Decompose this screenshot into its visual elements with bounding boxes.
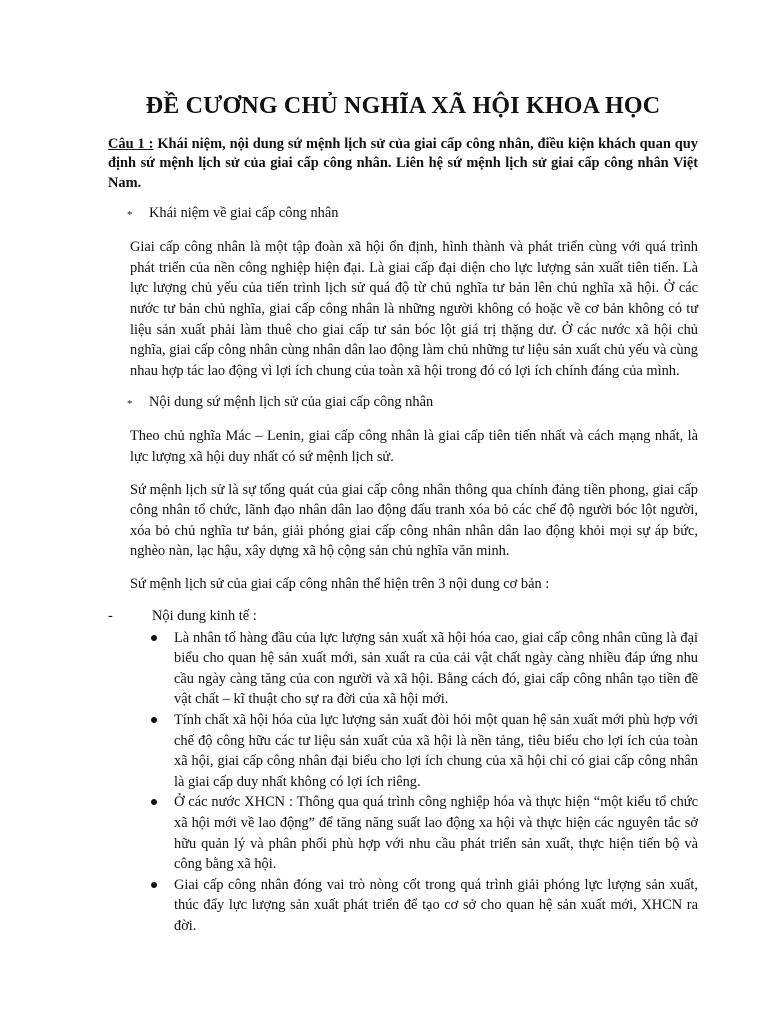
section-heading-text: Nội dung sứ mệnh lịch sử của giai cấp công nhân (149, 394, 434, 411)
paragraph-mission-1: Theo chủ nghĩa Mác – Lenin, giai cấp công nhân là giai cấp tiên tiến nhất và cách mạng nhất, là lực lượng xã hội duy nhất có sứ mệnh lịch sử. (130, 428, 698, 466)
list-item-text: Giai cấp công nhân đóng vai trò nòng cốt trong quá trình giải phóng lực lượng sản xuất, thúc đẩy lực lượng sản xuất phát triển để tạo cơ sở cho quan hệ sản xuất mới, XHCN ra đời. (174, 876, 698, 934)
section-heading-text: Khái niệm về giai cấp công nhân (149, 205, 339, 222)
bullet-dot-icon (151, 882, 157, 888)
question-1 (108, 135, 698, 194)
question-label: Câu 1 : (108, 135, 154, 152)
bullet-dot-icon (151, 799, 157, 805)
subsection-heading-text: Nội dung kinh tế : (152, 607, 257, 624)
list-item-text: Tính chất xã hội hóa của lực lượng sản xuất đòi hỏi một quan hệ sản xuất mới phù hợp với chế độ công hữu các tư liệu sản xuất của xã hội là nền tảng, tiêu biểu cho lợi ích của toàn xã hội, giai cấp công nhân đại biểu cho lợi ích chung của xã hội chỉ có giai cấp công nhân là giai cấp duy nhất không có lợi ích riêng. (174, 711, 698, 790)
section-heading-mission (127, 393, 698, 414)
subsection-heading-economic (108, 607, 698, 626)
asterisk-marker: * (127, 398, 133, 411)
paragraph-mission-3: Sứ mệnh lịch sử của giai cấp công nhân thể hiện trên 3 nội dung cơ bản : (130, 576, 550, 593)
section-heading-concept (127, 204, 698, 225)
list-item (174, 710, 698, 792)
page-title: ĐỀ CƯƠNG CHỦ NGHĨA XÃ HỘI KHOA HỌC (145, 93, 661, 119)
list-item (174, 792, 698, 874)
list-item-text: Ở các nước XHCN : Thông qua quá trình công nghiệp hóa và thực hiện “một kiểu tổ chức xã hội mới về lao động” để tăng năng suất lao động xa hội và thực hiện các nguyên tắc sở hữu quản lý và phân phối phù hợp với nhu cầu phát triển sản xuất, thực hiện tiến bộ và công bằng xã hội. (174, 794, 698, 873)
asterisk-marker: * (127, 209, 133, 222)
question-text: Khái niệm, nội dung sứ mệnh lịch sử của giai cấp công nhân, điều kiện khách quan quy định sứ mệnh lịch sử của giai cấp công nhân. Liên hệ sứ mệnh lịch sử giai cấp công nhân Việt Nam. (108, 135, 698, 191)
paragraph-concept: Giai cấp công nhân là một tập đoàn xã hội ổn định, hình thành và phát triển cùng với quá trình phát triển của nền công nghiệp hiện đại. Là giai cấp đại diện cho lực lượng sản xuất tiên tiến. Là lực lượng chủ yếu của tiến trình lịch sử quá độ từ chủ nghĩa tư bản lên chủ nghĩa xã hội. Ở các nước tư bản chủ nghĩa, giai cấp công nhân là những người không có hoặc về cơ bản không có tư liệu sản xuất phải làm thuê cho giai cấp tư sản bóc lột giá trị thặng dư. Ở các nước xã hội chủ nghĩa, giai cấp công nhân cùng nhân dân lao động làm chủ những tư liệu sản xuất chủ yếu và cùng nhau hợp tác lao động vì lợi ích chung của toàn xã hội trong đó có lợi ích chính đáng của mình. (130, 239, 698, 379)
list-item-text: Là nhân tố hàng đầu của lực lượng sản xuất xã hội hóa cao, giai cấp công nhân cũng là đại biểu cho quan hệ sản xuất mới, sản xuất ra của cải vật chất ngày càng nhiều đáp ứng nhu cầu ngày càng tăng của con người và xã hội. Bằng cách đó, giai cấp công nhân tạo tiền đề vật chất – kĩ thuật cho sự ra đời của xã hội mới. (174, 629, 698, 708)
economic-bullet-list (108, 628, 698, 937)
list-item (174, 628, 698, 710)
bullet-dot-icon (151, 717, 157, 723)
dash-marker: - (108, 607, 113, 624)
bullet-dot-icon (151, 635, 157, 641)
paragraph-mission-2: Sứ mệnh lịch sử là sự tổng quát của giai cấp công nhân thông qua chính đảng tiền phong, giai cấp công nhân tổ chức, lãnh đạo nhân dân lao động đấu tranh xóa bỏ các chế độ người bóc lột người, xóa bỏ chủ nghĩa tư bản, giải phóng giai cấp công nhân nhân dân lao động khỏi mọi sự áp bức, nghèo nàn, lạc hậu, xây dựng xã hộ cộng sản chủ nghĩa văn minh. (130, 481, 698, 560)
list-item (174, 875, 698, 937)
